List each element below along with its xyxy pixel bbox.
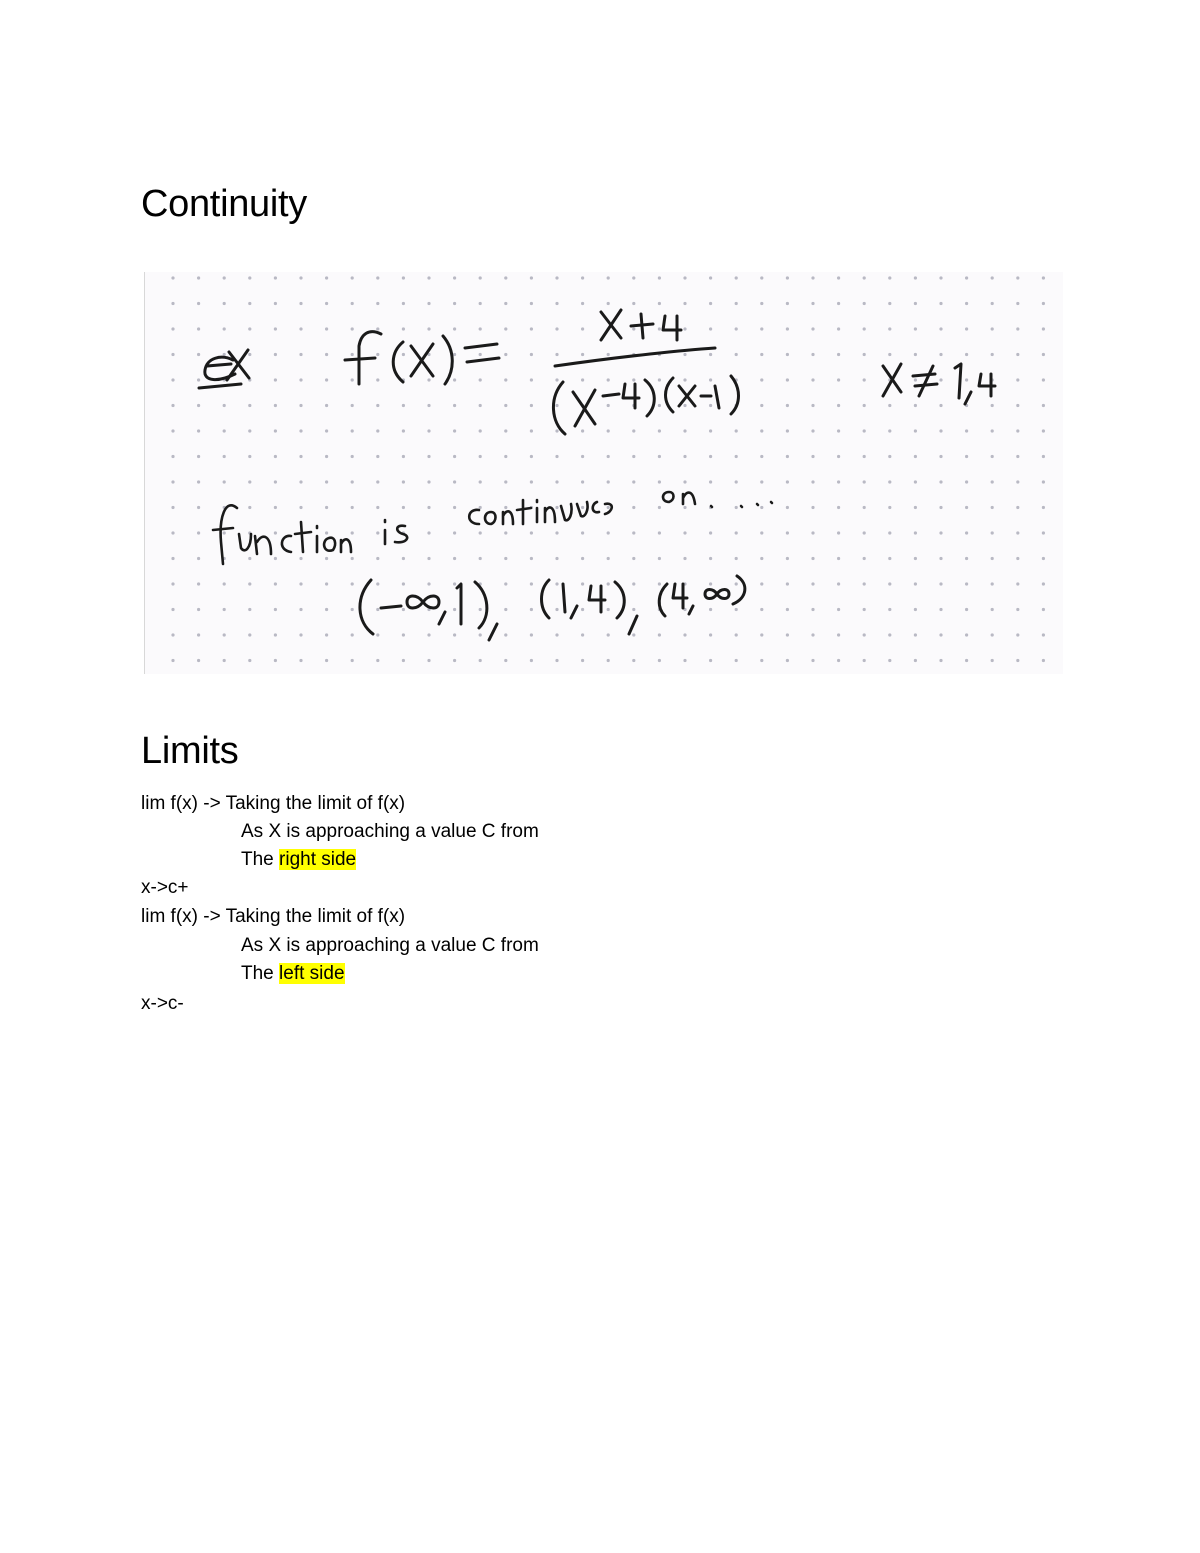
handwritten-note-image bbox=[144, 272, 1063, 674]
right-limit-side-line bbox=[241, 848, 356, 872]
right-limit-side-prefix: The bbox=[241, 849, 280, 870]
handwritten-note-drawing bbox=[145, 272, 1063, 674]
handwriting-restriction bbox=[883, 364, 995, 404]
left-limit-definition: lim f(x) -> Taking the limit of f(x) bbox=[141, 906, 406, 927]
section-title-continuity: Continuity bbox=[141, 183, 307, 225]
left-limit-approach-text: As X is approaching a value C from bbox=[241, 935, 539, 956]
handwriting-function-lhs bbox=[345, 332, 499, 384]
dot-grid bbox=[171, 276, 1045, 662]
right-side-highlight: right side bbox=[279, 849, 357, 870]
right-limit-definition: lim f(x) -> Taking the limit of f(x) bbox=[141, 793, 406, 814]
left-limit-side-line bbox=[241, 962, 345, 986]
handwriting-intervals bbox=[360, 576, 745, 640]
right-limit-approach-text: As X is approaching a value C from bbox=[241, 821, 539, 842]
left-limit-subscript: x->c- bbox=[141, 993, 184, 1014]
left-side-highlight: left side bbox=[279, 963, 345, 984]
handwriting-numerator bbox=[601, 310, 681, 340]
right-limit-subscript: x->c+ bbox=[141, 877, 189, 898]
handwriting-statement bbox=[213, 492, 772, 564]
section-title-limits: Limits bbox=[141, 730, 239, 772]
handwritten-strokes bbox=[199, 310, 995, 640]
left-limit-side-prefix: The bbox=[241, 963, 280, 984]
handwriting-fraction-bar bbox=[555, 348, 715, 366]
